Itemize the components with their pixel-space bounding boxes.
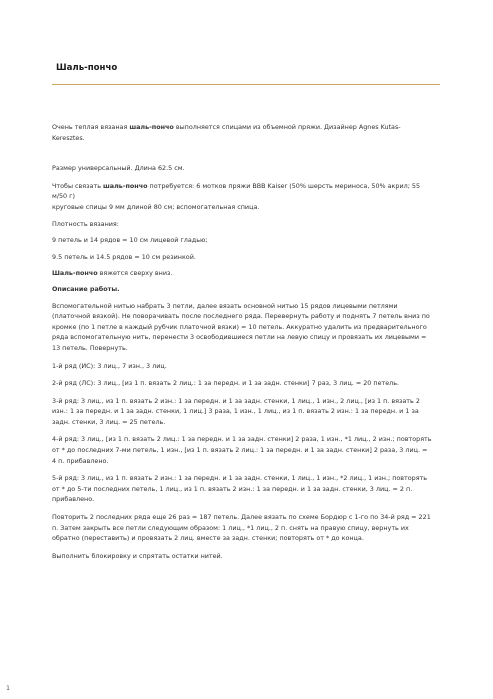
intro-paragraph: [52, 122, 432, 143]
density-stockinette: 9 петель и 14 рядов = 10 см лицевой гладью;: [52, 236, 208, 245]
page-number: 1: [6, 684, 11, 692]
density-ribbing: 9.5 петель и 14.5 рядов = 10 см резинкой.: [52, 252, 196, 261]
work-heading: [52, 284, 432, 295]
title-divider: [52, 84, 440, 85]
materials-text-after: потребуется: 6 мотков пряжи BBB Kaiser (50% шерсть мериноса, 50% акрил; 55 м/50 г): [52, 181, 421, 201]
top-down-text: вяжется сверху вниз.: [97, 269, 173, 278]
intro-text-after: выполняется спицами из объемной пряжи. Дизайнер Agnes Kutas-Keresztes.: [52, 123, 401, 142]
intro-text-before: Очень теплая вязаная: [52, 123, 130, 131]
row-1: 1-й ряд (ИС): 3 лиц., 7 изн., 3 лиц.: [52, 361, 167, 370]
density-heading: Плотность вязания:: [52, 219, 119, 228]
row-5: 5-й ряд: 3 лиц., из 1 п. вязать 2 изн.: 1 за передн. и 1 за задн. стенки, 1 лиц., 1 изн., *2 лиц., 1 изн.; повторять от * до 5-ти последних петель, 1 лиц., из 1 п. вязать 2 изн.: 1 за передн. и 1 за задн. стенки, 3 лиц. = 2 п. прибавлено.: [52, 474, 428, 504]
work-heading-text: Описание работы.: [52, 284, 120, 293]
top-down-bold-term: Шаль-пончо: [52, 269, 98, 278]
page-title: Шаль-пончо: [56, 63, 118, 73]
size-paragraph: Размер универсальный. Длина 62.5 см.: [52, 164, 185, 173]
finish-paragraph: Выполнить блокировку и спрятать остатки нитей.: [52, 551, 223, 560]
row-3: 3-й ряд: 3 лиц., из 1 п. вязать 2 изн.: 1 за передн. и 1 за задн. стенки, 1 лиц., 1 изн., 2 лиц., [из 1 п. вязать 2 изн.: 1 за передн. и 1 за задн. стенки, 1 лиц.] 3 раза, 1 изн., 1 лиц., из 1 п. вязать 2 изн.: 1 за передн. и 1 за задн. стенки, 3 лиц. = 25 петель.: [52, 396, 420, 426]
intro-bold-term: шаль-пончо: [129, 123, 174, 131]
row-4: 4-й ряд: 3 лиц., [из 1 п. вязать 2 лиц.: 1 за передн. и 1 за задн. стенки] 2 раза, 1 изн., *1 лиц., 2 изн.; повторять от * до последних 7-ми петель, 1 изн., [из 1 п. вязать 2 лиц.: 1 за передн. и 1 за задн. стенки] 2 раза, 3 лиц. = 4 п. прибавлено.: [52, 435, 432, 465]
repeat-paragraph: Повторить 2 последних ряда еще 26 раз = 187 петель. Далее вязать по схеме Бордюр с 1-го по 34-й ряд = 221 п. Затем закрыть все петли следующим образом: 1 лиц., *1 лиц., 2 п. снять на правую спицу, вернуть их обратно (переставить) и провязать 2 лиц. вместе за задн. стенки; повторять от * до конца.: [52, 513, 431, 543]
top-down-paragraph: [52, 268, 432, 279]
cast-on-paragraph: Вспомогательной нитью набрать 3 петли, далее вязать основной нитью 15 рядов лицевыми петлями (платочной вязкой). Не поворачивать после последнего ряда. Перевернуть работу и поднять 7 петель вниз по кромке (по 1 петле в каждый рубчик платочной вязки) = 10 петель. Аккуратно удалить из предварительного ряда вспомогательную нить, перенести 3 освободившиеся петли на левую спицу и провязать их лицевыми = 13 петель. Повернуть.: [52, 301, 430, 352]
materials-paragraph: [52, 181, 432, 213]
materials-needles: круговые спицы 9 мм длиной 80 см; вспомогательная спица.: [52, 202, 260, 211]
row-2: 2-й ряд (ЛС): 3 лиц., [из 1 п. вязать 2 лиц.: 1 за передн. и 1 за задн. стенки] 7 раз, 3 лиц. = 20 петель.: [52, 379, 400, 388]
materials-text-before: Чтобы связать: [52, 181, 103, 190]
document-body: [52, 122, 432, 561]
materials-bold-term: шаль-пончо: [103, 181, 148, 190]
